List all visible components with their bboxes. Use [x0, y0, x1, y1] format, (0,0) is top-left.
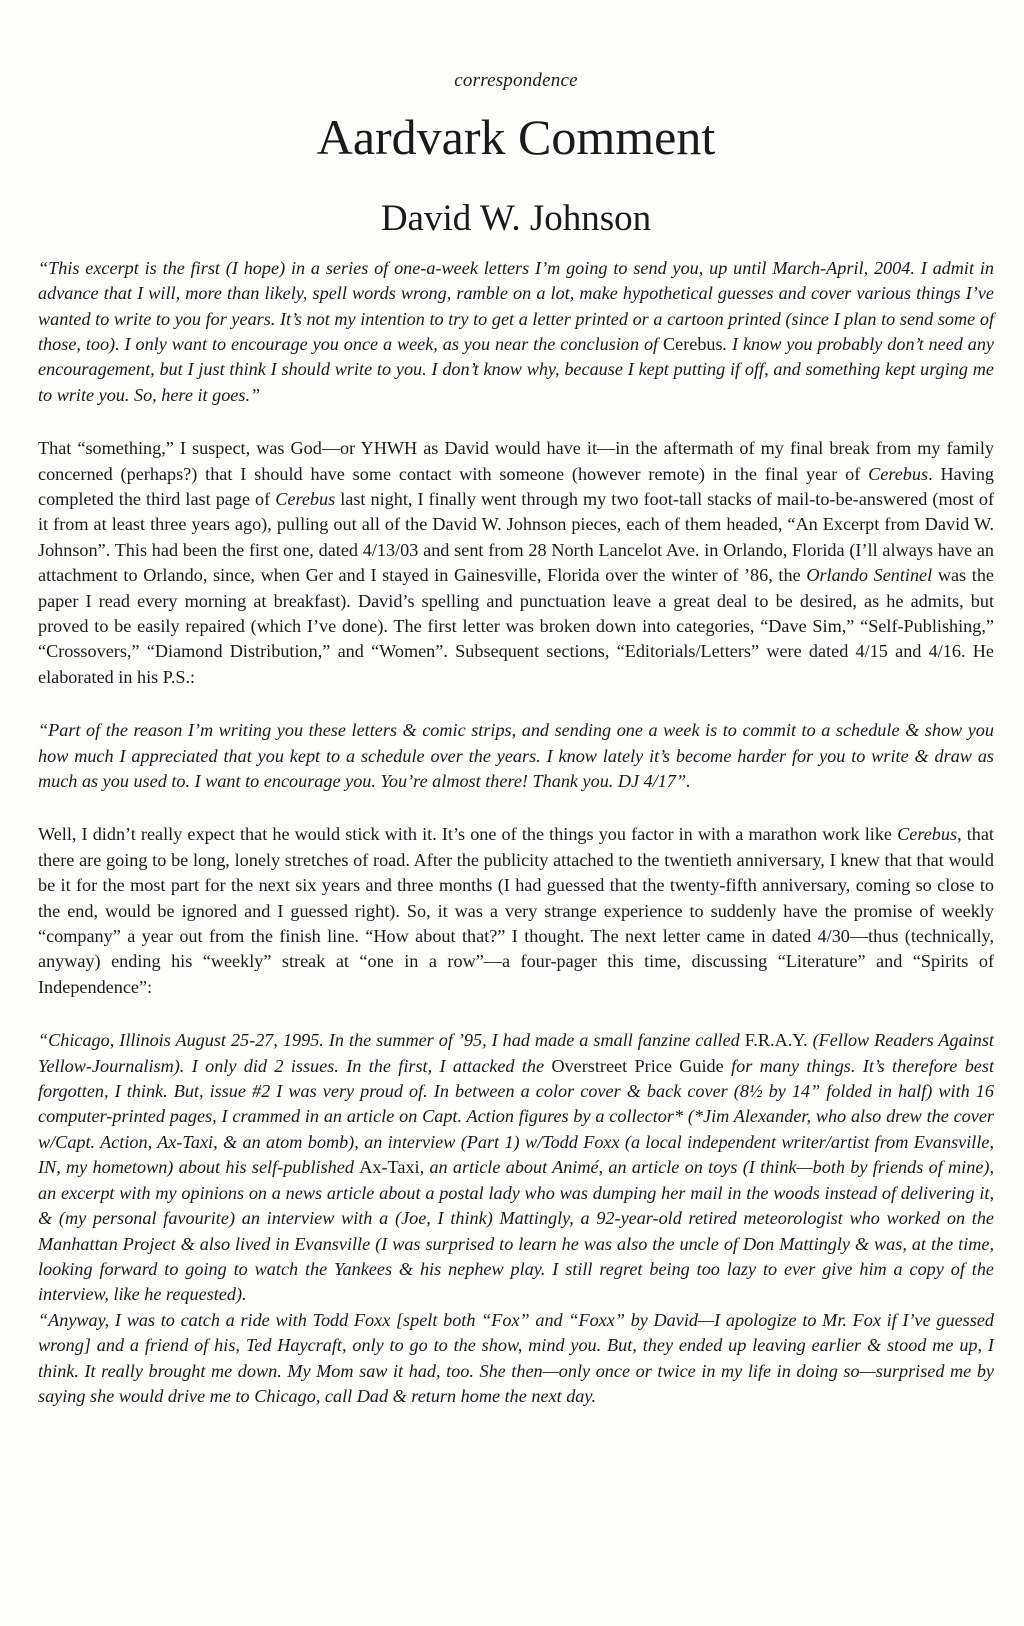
quote-text: (Fellow Readers Against Yellow-Journalism). I only did 2 issues. In the first, I attacked the [38, 1030, 994, 1076]
quote-text: “This excerpt is the first (I hope) in a series of one-a-week letters I’m going to send you, up until March-April, 2004. I admit in advance that I will, more than likely, spell words wrong, ramble on a lot, make hypothetical guesses and cover various things I’ve wanted to write to you for years. It’s not my intention to try to get a letter printed or a cartoon printed (since I plan to send some of those, too). I only want to encourage you once a week, as you near the conclusion of [38, 257, 994, 354]
author-name: David W. Johnson [380, 198, 652, 239]
title-cerebus: Cerebus [662, 333, 723, 354]
quote-text: “Chicago, Illinois August 25-27, 1995. In the summer of ’95, I had made a small fanzine called [38, 1030, 745, 1051]
body-text: Well, I didn’t really expect that he would stick with it. It’s one of the things you factor in with a marathon work like [38, 824, 898, 845]
body-text: , that there are going to be long, lonely stretches of road. After the publicity attached to the twentieth anniversary, I knew that that would be it for the most part for the next six years and three months (I had guessed that the twenty-fifth anniversary, coming so close to the end, would be ignored and I guessed right). So, it was a very strange experience to suddenly have the promise of weekly “company” a year out from the finish line. “How about that?” I thought. The next letter came in dated 4/30—thus (technically, anyway) ending his “weekly” streak at “one in a row”—a four-pager this time, discussing “Literature” and “Spirits of Independence”: [38, 824, 994, 997]
body-paragraph [38, 822, 994, 1000]
quote-ps: “Part of the reason I’m writing you these letters & comic strips, and sending one a week is to commit to a schedule & show you how much I appreciated that you kept to a schedule over the years. I know lately it’s become harder for you to write & draw as much as you used to. I want to encourage you. You’re almost there! Thank you. DJ 4/17”. [38, 720, 994, 791]
title-cerebus: Cerebus [868, 463, 929, 484]
quote-excerpt-intro [38, 256, 994, 408]
title-overstreet: Overstreet Price Guide [551, 1055, 724, 1076]
quote-text: for many things. It’s therefore best forgotten, I think. But, issue #2 I was very proud of. In between a color cover & back cover (8½ by 14” folded in half) with 16 computer-printed pages, I crammed in an article on Capt. Action figures by a collector* (*Jim Alexander, who also drew the cover w/Capt. Action, Ax-Taxi, & an atom bomb), an interview (Part 1) w/Todd Foxx (a local independent writer/artist from Evansville, IN, my hometown) about his self-published [38, 1055, 994, 1178]
title-fray: F.R.A.Y. [744, 1030, 808, 1051]
body-text: last night, I finally went through my two foot-tall stacks of mail-to-be-answered (most of it from at least three years ago), pulling out all of the David W. Johnson pieces, each of them headed, “An Excerpt from David W. Johnson”. This had been the first one, dated 4/13/03 and sent from 28 North Lancelot Ave. in Orlando, Florida (I’ll always have an attachment to Orlando, since, when Ger and I stayed in Gainesville, Florida over the winter of ’86, the [38, 488, 995, 586]
title-cerebus: Cerebus [897, 824, 958, 845]
body-text: . Having completed the third last page of [38, 463, 995, 509]
article-page [38, 70, 994, 1409]
title-cerebus: Cerebus [275, 488, 336, 509]
body-paragraph [38, 436, 994, 690]
spacer [38, 794, 994, 822]
quote-text: . I know you probably don’t need any encouragement, but I just think I should write to you. I don’t know why, because I kept putting if off, and something kept urging me to write you. So, here it goes.” [38, 333, 994, 405]
section-label: correspondence [454, 70, 578, 91]
title-orlando-sentinel: Orlando Sentinel [806, 565, 933, 586]
quote-anyway: “Anyway, I was to catch a ride with Todd Foxx [spelt both “Fox” and “Foxx” by David—I apologize to Mr. Fox if I’ve guessed wrong] and a friend of his, Ted Haycraft, only to go to the show, mind you. But, they ended up leaving earlier & stood me up, I think. It really brought me down. My Mom saw it had, too. She then—only once or twice in my life in doing so—surprised me by saying she would drive me to Chicago, call Dad & return home the next day. [38, 1309, 994, 1406]
title-ax-taxi: Ax-Taxi [359, 1157, 420, 1178]
spacer [38, 690, 994, 718]
spacer [38, 408, 994, 436]
body-text: That “something,” I suspect, was God—or YHWH as David would have it—in the aftermath of my final break from my family concerned (perhaps?) that I should have some contact with someone (however remote) in the final year of [38, 438, 994, 484]
spacer [38, 1000, 994, 1028]
quote-chicago [38, 1028, 994, 1307]
page-title: Aardvark Comment [316, 109, 716, 165]
quote-text: , an article about Animé, an article on toys (I think—both by friends of mine), an excerpt with my opinions on a news article about a postal lady who was dumping her mail in the woods instead of delivering it, & (my personal favourite) an interview with a (Joe, I think) Mattingly, a 92-year-old retired meteorologist who worked on the Manhattan Project & also lived in Evansville (I was surprised to learn he was also the uncle of Don Mattingly & was, at the time, looking forward to going to watch the Yankees & his nephew play. I still regret being too lazy to ever give him a copy of the interview, like he requested). [38, 1157, 994, 1305]
body-text: was the paper I read every morning at breakfast). David’s spelling and punctuation leave a great deal to be desired, as he admits, but proved to be easily repaired (which I’ve done). The first letter was broken down into categories, “Dave Sim,” “Self-Publishing,” “Crossovers,” “Diamond Distribution,” and “Women”. Subsequent sections, “Editorials/Letters” were dated 4/15 and 4/16. He elaborated in his P.S.: [38, 565, 994, 687]
